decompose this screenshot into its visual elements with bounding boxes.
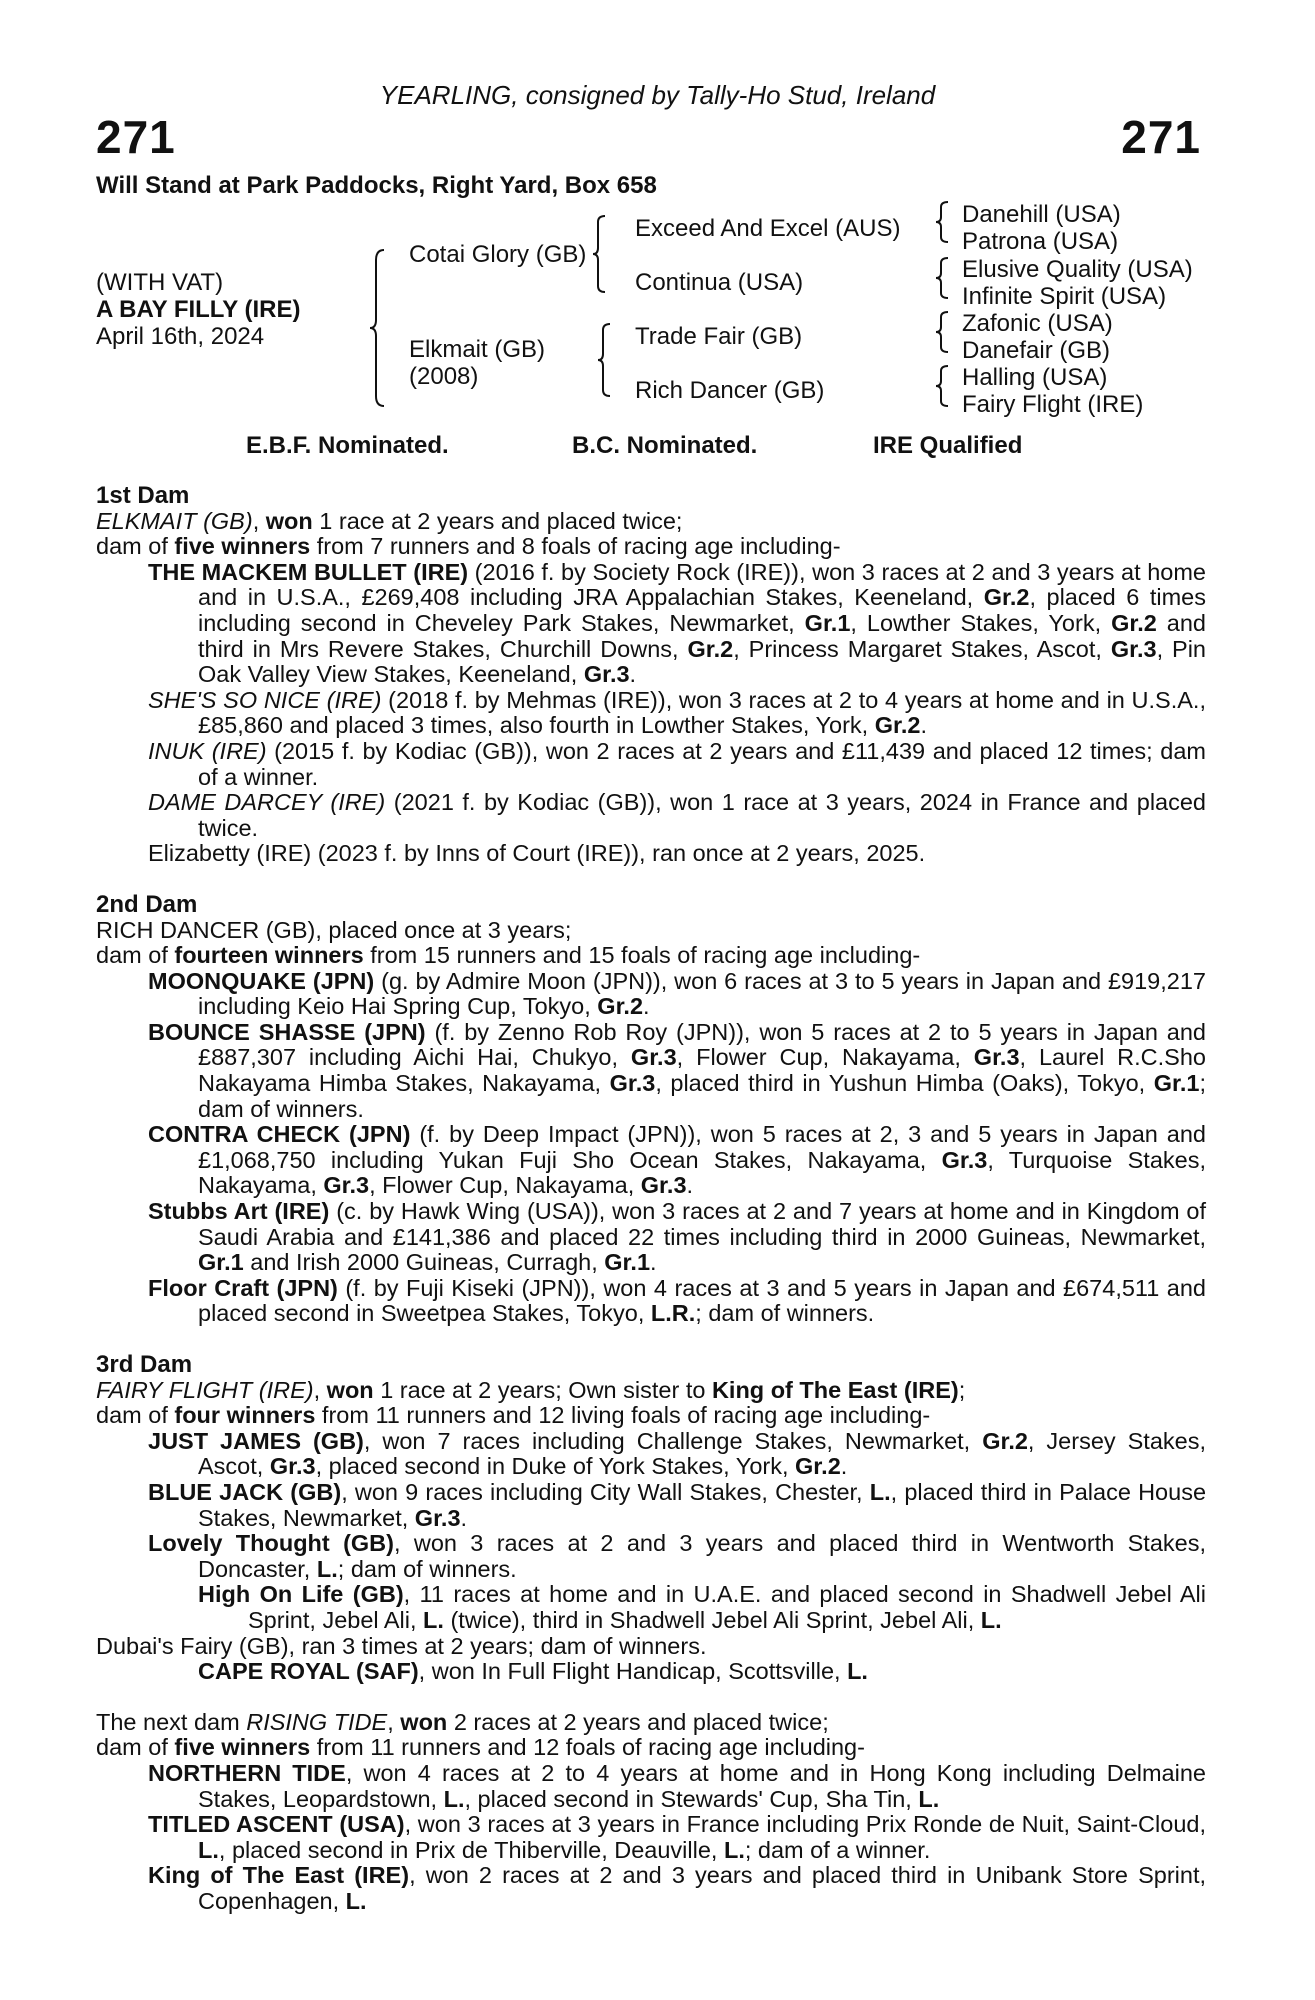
pedigree-dss: Zafonic (USA) [962,310,1113,337]
text-span: , [313,1376,327,1403]
grade-label: Gr.2 [983,584,1030,611]
text-span: , placed second in Prix de Thiberville, Deauville, [218,1836,724,1863]
grade-label: Gr.3 [269,1453,316,1480]
text-span: , [387,1708,401,1735]
bc-nomination: B.C. Nominated. [572,432,758,459]
grandproduce-entry [198,1659,1206,1685]
produce-entry [148,1531,1206,1582]
text-span: . [686,1172,694,1199]
produce-summary-line [96,1403,1206,1429]
pedigree-brace-sd [934,256,952,300]
winners-count: five winners [174,1734,311,1761]
pedigree-ddd: Fairy Flight (IRE) [962,391,1144,418]
text-span: (2018 f. by Mehmas (IRE)), won 3 races at 2 to 4 years at home and in U.S.A., £85,860 and placed 3 times, also fourth in Lowther Stakes, York, [198,686,1206,739]
grade-label: Gr.2 [874,712,921,739]
text-span: 1 race at 2 years; Own sister to [373,1376,712,1403]
text-span: , won 3 races at 2 and 3 years and placed third in Wentworth Stakes, Doncaster, [198,1530,1206,1582]
pedigree-dam-sire: Trade Fair (GB) [635,323,803,350]
produce-summary-line [96,534,1206,560]
second-dam-section [96,892,1206,1327]
grade-label: Gr.1 [1153,1070,1200,1097]
text-span: , Jersey Stakes, Ascot, [198,1427,1206,1480]
pedigree-sdd: Infinite Spirit (USA) [962,283,1167,310]
dam-name: FAIRY FLIGHT (IRE) [96,1376,314,1403]
grade-label: L. [847,1658,868,1685]
text-span: dam of [96,942,175,969]
grade-label: Gr.3 [630,1044,677,1071]
text-span: , won In Full Flight Handicap, Scottsville, [418,1658,848,1685]
text-span: , placed third in Palace House Stakes, Newmarket, [198,1478,1207,1531]
produce-name: SHE'S SO NICE (IRE) [148,686,382,713]
produce-name: BLUE JACK (GB) [148,1478,342,1505]
produce-entry [148,1761,1206,1812]
grade-label: Gr.2 [982,1427,1028,1454]
produce-entry [148,1480,1206,1531]
produce-entry [148,790,1206,841]
pedigree-brace-dd [934,364,952,408]
catalogue-body [96,483,1206,1914]
grade-label: Gr.3 [323,1172,370,1199]
dam-name: RISING TIDE [246,1708,388,1735]
pedigree-dam-year: (2008) [409,363,479,390]
grade-label: Gr.3 [583,661,630,688]
produce-name: THE MACKEM BULLET (IRE) [148,558,469,585]
horse-dob: April 16th, 2024 [96,323,265,350]
grade-label: Gr.3 [609,1070,656,1097]
grade-label: Gr.3 [640,1172,687,1199]
text-span: from 7 runners and 8 foals of racing age including- [310,533,841,560]
pedigree-sire-sire: Exceed And Excel (AUS) [635,215,901,242]
text-span: , placed third in Yushun Himba (Oaks), Tokyo, [655,1070,1154,1097]
text-span: , placed second in Stewards' Cup, Sha Tin, [464,1785,919,1812]
produce-name: JUST JAMES (GB) [148,1427,364,1454]
text-span: (c. by Hawk Wing (USA)), won 3 races at 2 and 7 years at home and in Kingdom of Saudi Arabia and £141,386 and placed 22 times including third in 2000 Guineas, Newmarket, [198,1198,1207,1250]
winners-count: four winners [174,1402,316,1429]
produce-name: BOUNCE SHASSE (JPN) [148,1018,426,1045]
text-span: (f. by Fuji Kiseki (JPN)), won 4 races at 3 and 5 years in Japan and £674,511 and placed second in Sweetpea Stakes, Tokyo, [198,1274,1206,1327]
text-span: and Irish 2000 Guineas, Curragh, [243,1249,605,1276]
pedigree-dam: Elkmait (GB) [409,336,546,363]
pedigree-brace-ds [934,310,952,354]
text-span: , [252,507,266,534]
text-span: (2021 f. by Kodiac (GB)), won 1 race at 3 years, 2024 in France and placed twice. [198,789,1206,841]
text-span: (f. by Deep Impact (JPN)), won 5 races at 2, 3 and 5 years in Japan and £1,068,750 including Yukan Fuji Sho Ocean Stakes, Nakayama, [198,1121,1206,1173]
text-span: 2 races at 2 years and placed twice; [447,1708,829,1735]
grade-label: L. [316,1555,338,1582]
produce-name: NORTHERN TIDE [148,1759,346,1786]
grade-label: L. [423,1606,444,1633]
text-span: , placed second in Duke of York Stakes, York, [315,1453,796,1480]
pedigree-brace-sire [591,214,609,294]
pedigree-sss: Danehill (USA) [962,201,1121,228]
produce-entry [148,1276,1206,1327]
grade-label: L. [869,1478,891,1505]
text-span: (f. by Zenno Rob Roy (JPN)), won 5 races at 2 to 5 years in Japan and £887,307 including Aichi Hai, Chukyo, [198,1018,1207,1071]
ire-qualification: IRE Qualified [873,432,1023,459]
lot-number-left: 271 [96,111,176,163]
grade-label: Gr.3 [973,1044,1020,1071]
text-span: and third in Mrs Revere Stakes, Churchill Downs, [198,609,1206,662]
produce-name: DAME DARCEY (IRE) [148,789,386,816]
dam-summary-line: RICH DANCER (GB), placed once at 3 years; [96,916,572,943]
produce-name: King of The East (IRE) [148,1862,410,1889]
grade-label: Gr.3 [414,1504,461,1531]
grade-label: L. [723,1836,745,1863]
text-span: (2016 f. by Society Rock (IRE)), won 3 races at 2 and 3 years at home and in U.S.A., £269,408 including JRA Appalachian Stakes, Keeneland, [198,558,1206,611]
produce-name: CAPE ROYAL (SAF) [198,1658,419,1685]
produce-entry [148,1863,1206,1914]
section-title: 1st Dam [96,482,190,509]
grade-label: L. [443,1785,465,1812]
text-span: , won 7 races including Challenge Stakes, Newmarket, [363,1427,983,1454]
pedigree-sire-dam: Continua (USA) [635,269,804,296]
text-span: , Turquoise Stakes, Nakayama, [198,1146,1206,1199]
text-span: (twice), third in Shadwell Jebel Ali Sprint, Jebel Ali, [443,1606,981,1633]
sibling-name: King of The East (IRE) [711,1376,959,1403]
text-span: from 15 runners and 15 foals of racing age including- [363,942,921,969]
dam-name: ELKMAIT (GB) [96,507,253,534]
text-span: , Laurel R.C.Sho Nakayama Himba Stakes, Nakayama, [198,1044,1206,1097]
pedigree-sire: Cotai Glory (GB) [409,241,587,268]
grade-label: Gr.1 [604,1249,651,1276]
text-span: 1 race at 2 years and placed twice; [312,507,683,534]
won-label: won [265,507,313,534]
text-span: . [643,993,650,1020]
text-span: , placed 6 times including second in Cheveley Park Stakes, Newmarket, [198,584,1206,636]
text-span: , Pin Oak Valley View Stakes, Keeneland, [198,635,1207,688]
produce-name: Lovely Thought (GB) [148,1530,394,1557]
text-span: , won 4 races at 2 to 4 years at home and in Hong Kong including Delmaine Stakes, Leopardstown, [198,1759,1206,1812]
produce-entry [148,560,1206,688]
produce-name: TITLED ASCENT (USA) [148,1811,405,1838]
grade-label: Gr.1 [804,609,851,636]
grade-label: L.R. [650,1300,696,1327]
text-span: (g. by Admire Moon (JPN)), won 6 races at 3 to 5 years in Japan and £919,217 including Keio Hai Spring Cup, Tokyo, [198,967,1206,1020]
dam-summary-line [96,1378,1206,1404]
text-span: ; dam of a winner. [744,1836,931,1863]
pedigree-dds: Halling (USA) [962,364,1108,391]
grade-label: Gr.3 [941,1146,988,1173]
grade-label: Gr.2 [687,635,734,662]
produce-entry: Dubai's Fairy (GB), ran 3 times at 2 years; dam of winners. [96,1632,707,1659]
pedigree-brace-ss [934,200,952,244]
section-title: 2nd Dam [96,890,198,918]
text-span: , 11 races at home and in U.A.E. and placed second in Shadwell Jebel Ali Sprint, Jebel Ali, [248,1581,1206,1633]
section-title: 3rd Dam [96,1351,193,1378]
produce-entry [148,1020,1206,1122]
horse-name: A BAY FILLY (IRE) [96,296,301,323]
produce-entry [148,1429,1206,1480]
text-span: from 11 runners and 12 living foals of racing age including- [315,1402,931,1429]
text-span: ; dam of winners. [695,1300,875,1327]
produce-entry [148,1199,1206,1276]
grade-label: Gr.2 [597,993,644,1020]
produce-name: Floor Craft (JPN) [148,1274,338,1301]
pedigree-dam-dam: Rich Dancer (GB) [635,377,825,404]
text-span: dam of [96,533,175,560]
dam-summary-line [96,1710,1206,1736]
produce-entry [148,969,1206,1020]
produce-name: CONTRA CHECK (JPN) [148,1121,411,1148]
produce-entry [148,1812,1206,1863]
pedigree-brace-main [368,248,388,408]
lot-number-right: 271 [1121,111,1201,163]
produce-entry [148,739,1206,790]
text-span: ; dam of winners. [337,1555,517,1582]
produce-name: Stubbs Art (IRE) [148,1198,330,1225]
consignor-line: YEARLING, consigned by Tally-Ho Stud, Ireland [379,80,936,110]
vat-note: (WITH VAT) [96,269,224,296]
text-span: ; dam of winners. [198,1070,1206,1122]
first-dam-section [96,483,1206,867]
produce-summary-line [96,943,1206,969]
produce-name: MOONQUAKE (JPN) [148,967,375,994]
text-span: . [650,1249,657,1276]
text-span: , won 3 races at 3 years in France including Prix Ronde de Nuit, Saint-Cloud, [404,1811,1206,1838]
text-span: , won 9 races including City Wall Stakes, Chester, [341,1478,870,1505]
grade-label: Gr.2 [1111,609,1157,636]
stand-location: Will Stand at Park Paddocks, Right Yard, Box 658 [96,172,657,199]
text-span: , Princess Margaret Stakes, Ascot, [733,635,1111,662]
dam-summary-line [96,509,1206,535]
winners-count: fourteen winners [174,942,364,969]
produce-name: INUK (IRE) [148,737,267,764]
grade-label: L. [980,1606,1002,1633]
produce-entry: Elizabetty (IRE) (2023 f. by Inns of Court (IRE)), ran once at 2 years, 2025. [148,840,926,867]
text-span: . [629,661,637,688]
next-dam-section [96,1710,1206,1915]
grade-label: Gr.1 [198,1249,244,1276]
text-span: . [460,1504,468,1531]
text-span: . [920,712,927,739]
text-span: dam of [96,1734,175,1761]
pedigree-brace-dam [596,322,614,398]
pedigree-sds: Elusive Quality (USA) [962,256,1193,283]
won-label: won [400,1708,448,1735]
produce-entry [148,688,1206,739]
third-dam-section [96,1352,1206,1685]
text-span: , Flower Cup, Nakayama, [676,1044,974,1071]
pedigree-dsd: Danefair (GB) [962,337,1111,364]
produce-name: High On Life (GB) [198,1581,404,1608]
grade-label: L. [198,1836,219,1863]
text-span: The next dam [96,1708,247,1735]
text-span: (2015 f. by Kodiac (GB)), won 2 races at 2 years and £11,439 and placed 12 times; dam of a winner. [198,737,1207,790]
text-span: ; [958,1376,966,1403]
text-span: , won 2 races at 2 and 3 years and placed third in Unibank Store Sprint, Copenhagen, [198,1862,1207,1914]
won-label: won [326,1376,374,1403]
grade-label: Gr.2 [795,1453,841,1480]
grandproduce-entry [198,1582,1206,1633]
grade-label: L. [345,1887,367,1914]
winners-count: five winners [174,533,311,560]
grade-label: L. [918,1785,940,1812]
produce-entry [148,1122,1206,1199]
produce-summary-line [96,1735,1206,1761]
pedigree-ssd: Patrona (USA) [962,228,1119,255]
text-span: , Flower Cup, Nakayama, [369,1172,641,1199]
grade-label: Gr.3 [1110,635,1157,662]
ebf-nomination: E.B.F. Nominated. [246,432,449,459]
text-span: from 11 runners and 12 foals of racing age including- [310,1734,865,1761]
text-span: , Lowther Stakes, York, [850,609,1112,636]
text-span: dam of [96,1402,175,1429]
text-span: . [840,1453,848,1480]
